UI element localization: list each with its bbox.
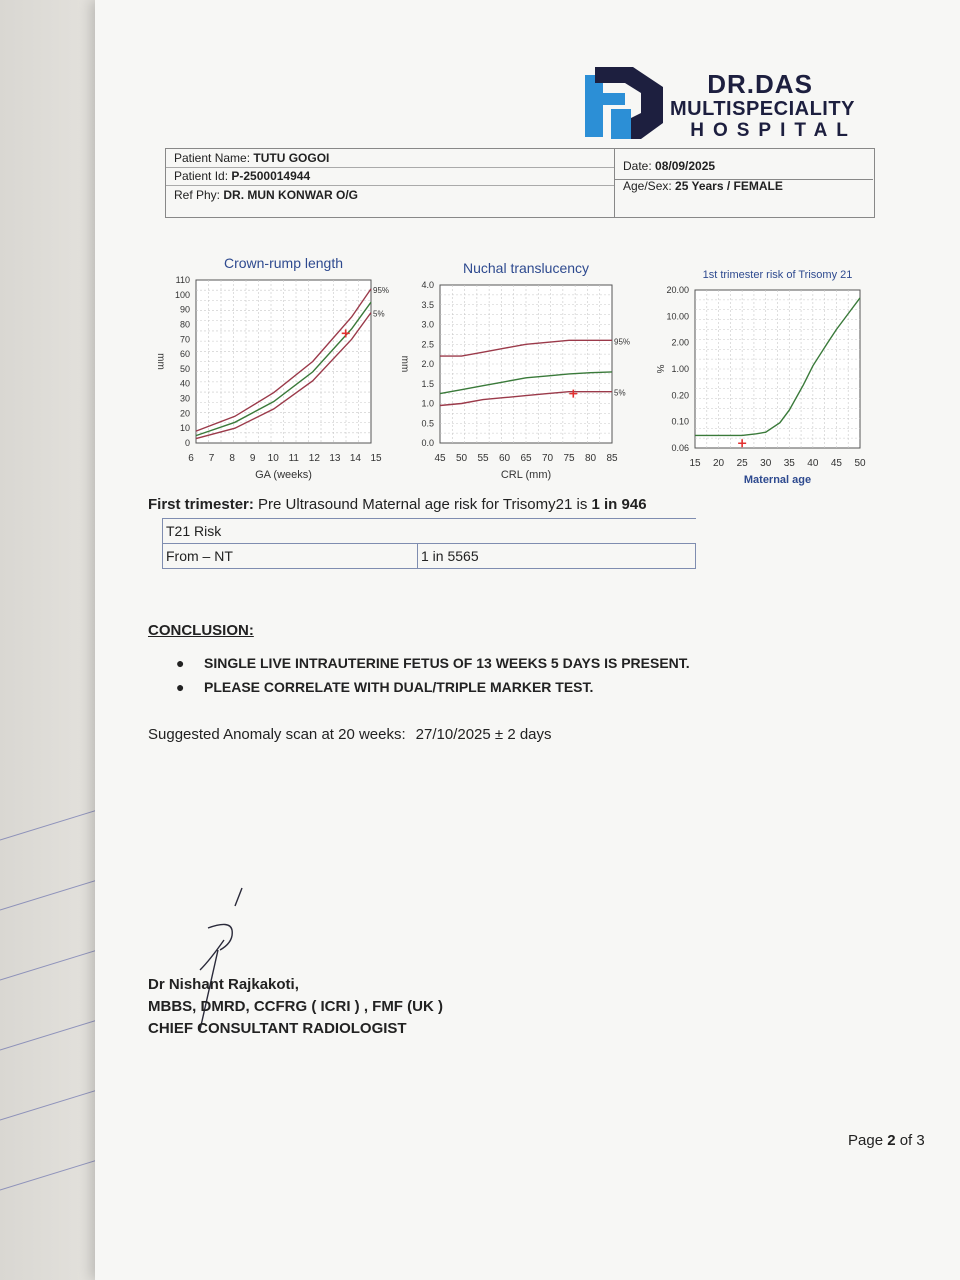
chart-x-tick: 65	[520, 453, 532, 464]
chart-y-tick: 0.5	[421, 418, 434, 429]
chart-x-tick: 14	[349, 453, 362, 464]
chart-y-label: mm	[155, 353, 166, 370]
patient-name: TUTU GOGOI	[253, 151, 330, 165]
chart-series-label: 5%	[373, 309, 385, 319]
chart-x-tick: 15	[689, 458, 701, 469]
chart-y-tick: 0.20	[671, 390, 689, 401]
chart-y-tick: 1.0	[421, 398, 434, 409]
chart-y-tick: 70	[179, 334, 190, 345]
anomaly-date: 27/10/2025 ± 2 days	[415, 726, 552, 743]
charts-panel	[140, 245, 880, 495]
chart-x-label: Maternal age	[743, 474, 812, 486]
chart-x-tick: 50	[455, 453, 468, 464]
chart-x-tick: 6	[188, 453, 194, 464]
chart-x-tick: 80	[584, 453, 597, 464]
chart-y-tick: 2.5	[421, 339, 434, 350]
t21-risk-row: From – NT 1 in 5565	[162, 544, 696, 569]
risk-heading: First trimester: Pre Ultrasound Maternal age risk for Trisomy21 is 1 in 946	[148, 496, 647, 513]
chart-y-tick: 0	[184, 438, 190, 448]
chart-title: Nuchal translucency	[462, 260, 590, 276]
doctor-block	[148, 974, 443, 1040]
chart-x-label: CRL (mm)	[500, 469, 552, 481]
chart-x-tick: 10	[267, 453, 279, 464]
chart-x-tick: 55	[477, 453, 489, 464]
patient-info-right	[615, 149, 873, 217]
hospital-logo	[585, 65, 665, 140]
agesex-row: Age/Sex: 25 Years / FEMALE	[623, 179, 783, 193]
conclusion-bullet: ● PLEASE CORRELATE WITH DUAL/TRIPLE MARKER TEST.	[176, 679, 594, 695]
chart-title: Crown-rump length	[223, 255, 344, 271]
chart-x-tick: 70	[541, 453, 554, 464]
chart-y-tick: 50	[179, 363, 190, 374]
chart-y-tick: 90	[179, 304, 190, 315]
chart-x-tick: 8	[229, 453, 235, 464]
chart-x-tick: 35	[783, 458, 795, 469]
chart-series-label: 95%	[373, 285, 390, 295]
hospital-name-line2: MULTISPECIALITY	[670, 98, 855, 120]
doctor-qualifications: MBBS, DMRD, CCFRG ( ICRI ) , FMF (UK )	[148, 998, 443, 1015]
chart-y-tick: 0.10	[671, 416, 689, 427]
chart-x-tick: 13	[329, 453, 341, 464]
chart-x-tick: 30	[760, 458, 772, 469]
report-date: 08/09/2025	[655, 159, 716, 173]
chart-title: 1st trimester risk of Trisomy 21	[702, 269, 853, 281]
patient-id-row: Patient Id: P-2500014944	[174, 169, 311, 183]
chart-x-tick: 75	[563, 453, 575, 464]
doctor-title: CHIEF CONSULTANT RADIOLOGIST	[148, 1020, 407, 1037]
patient-info-left	[166, 149, 615, 217]
chart-x-tick: 7	[208, 453, 215, 464]
chart-y-tick: 20.00	[666, 285, 689, 295]
chart-y-tick: 30	[179, 393, 190, 404]
hospital-name-line1: DR.DAS	[707, 69, 813, 99]
chart-y-tick: 10.00	[666, 311, 689, 322]
chart-x-tick: 60	[498, 453, 511, 464]
chart-y-tick: 2.0	[421, 359, 434, 369]
chart-y-tick: 1.00	[671, 364, 689, 374]
chart-x-tick: 9	[249, 453, 256, 464]
chart-x-tick: 45	[830, 458, 842, 469]
conclusion-title: CONCLUSION:	[148, 622, 254, 639]
chart-x-tick: 45	[434, 453, 446, 464]
t21-risk-table	[162, 518, 696, 569]
chart-x-label: GA (weeks)	[255, 469, 312, 481]
chart-y-label: mm	[399, 355, 410, 373]
ref-phy-row: Ref Phy: DR. MUN KONWAR O/G	[174, 188, 359, 202]
age-sex: 25 Years / FEMALE	[675, 179, 783, 193]
chart-y-tick: 40	[179, 378, 190, 389]
chart-x-tick: 15	[370, 453, 382, 464]
chart-y-tick: 2.00	[671, 337, 689, 348]
chart-x-tick: 12	[308, 453, 320, 464]
chart-y-tick: 4.0	[421, 280, 434, 290]
chart-series-label: 5%	[614, 388, 626, 398]
chart-y-tick: 110	[175, 275, 190, 285]
chart-y-label: %	[654, 364, 665, 374]
anomaly-scan: Suggested Anomaly scan at 20 weeks: 27/10/2025 ± 2 days	[148, 726, 552, 743]
chart-x-tick: 40	[807, 458, 819, 469]
t21-risk-header: T21 Risk	[162, 518, 696, 544]
doctor-name: Dr Nishant Rajkakoti,	[148, 976, 299, 993]
chart-x-tick: 20	[713, 458, 725, 469]
t21-risk-value: 1 in 5565	[417, 544, 479, 568]
chart-y-tick: 0.06	[671, 443, 689, 453]
chart-series-label: 95%	[614, 337, 631, 347]
chart-y-tick: 60	[179, 349, 190, 360]
chart-y-tick: 3.5	[421, 299, 434, 310]
patient-id: P-2500014944	[231, 169, 311, 183]
conclusion-bullet: ● SINGLE LIVE INTRAUTERINE FETUS OF 13 WEEKS 5 DAYS IS PRESENT.	[176, 655, 690, 671]
chart-y-tick: 0.0	[421, 438, 434, 448]
chart-x-tick: 85	[606, 453, 618, 464]
chart-x-tick: 11	[288, 453, 299, 464]
maternal-age-risk: 1 in 946	[591, 496, 647, 513]
chart-y-tick: 80	[179, 319, 190, 330]
ref-phy: DR. MUN KONWAR O/G	[223, 188, 359, 202]
chart-y-tick: 1.5	[421, 378, 434, 389]
chart-y-tick: 100	[174, 289, 190, 300]
date-row: Date: 08/09/2025	[623, 159, 716, 173]
chart-y-tick: 20	[179, 408, 190, 419]
hospital-name-line3: HOSPITAL	[690, 120, 857, 141]
chart-x-tick: 50	[854, 458, 866, 469]
chart-y-tick: 10	[179, 423, 190, 434]
hospital-name	[670, 70, 857, 142]
patient-info-table	[165, 148, 875, 218]
page-number: Page 2 of 3	[848, 1132, 925, 1149]
chart-y-tick: 3.0	[421, 319, 434, 330]
chart-x-tick: 25	[736, 458, 748, 469]
patient-name-row: Patient Name: TUTU GOGOI	[174, 151, 330, 165]
